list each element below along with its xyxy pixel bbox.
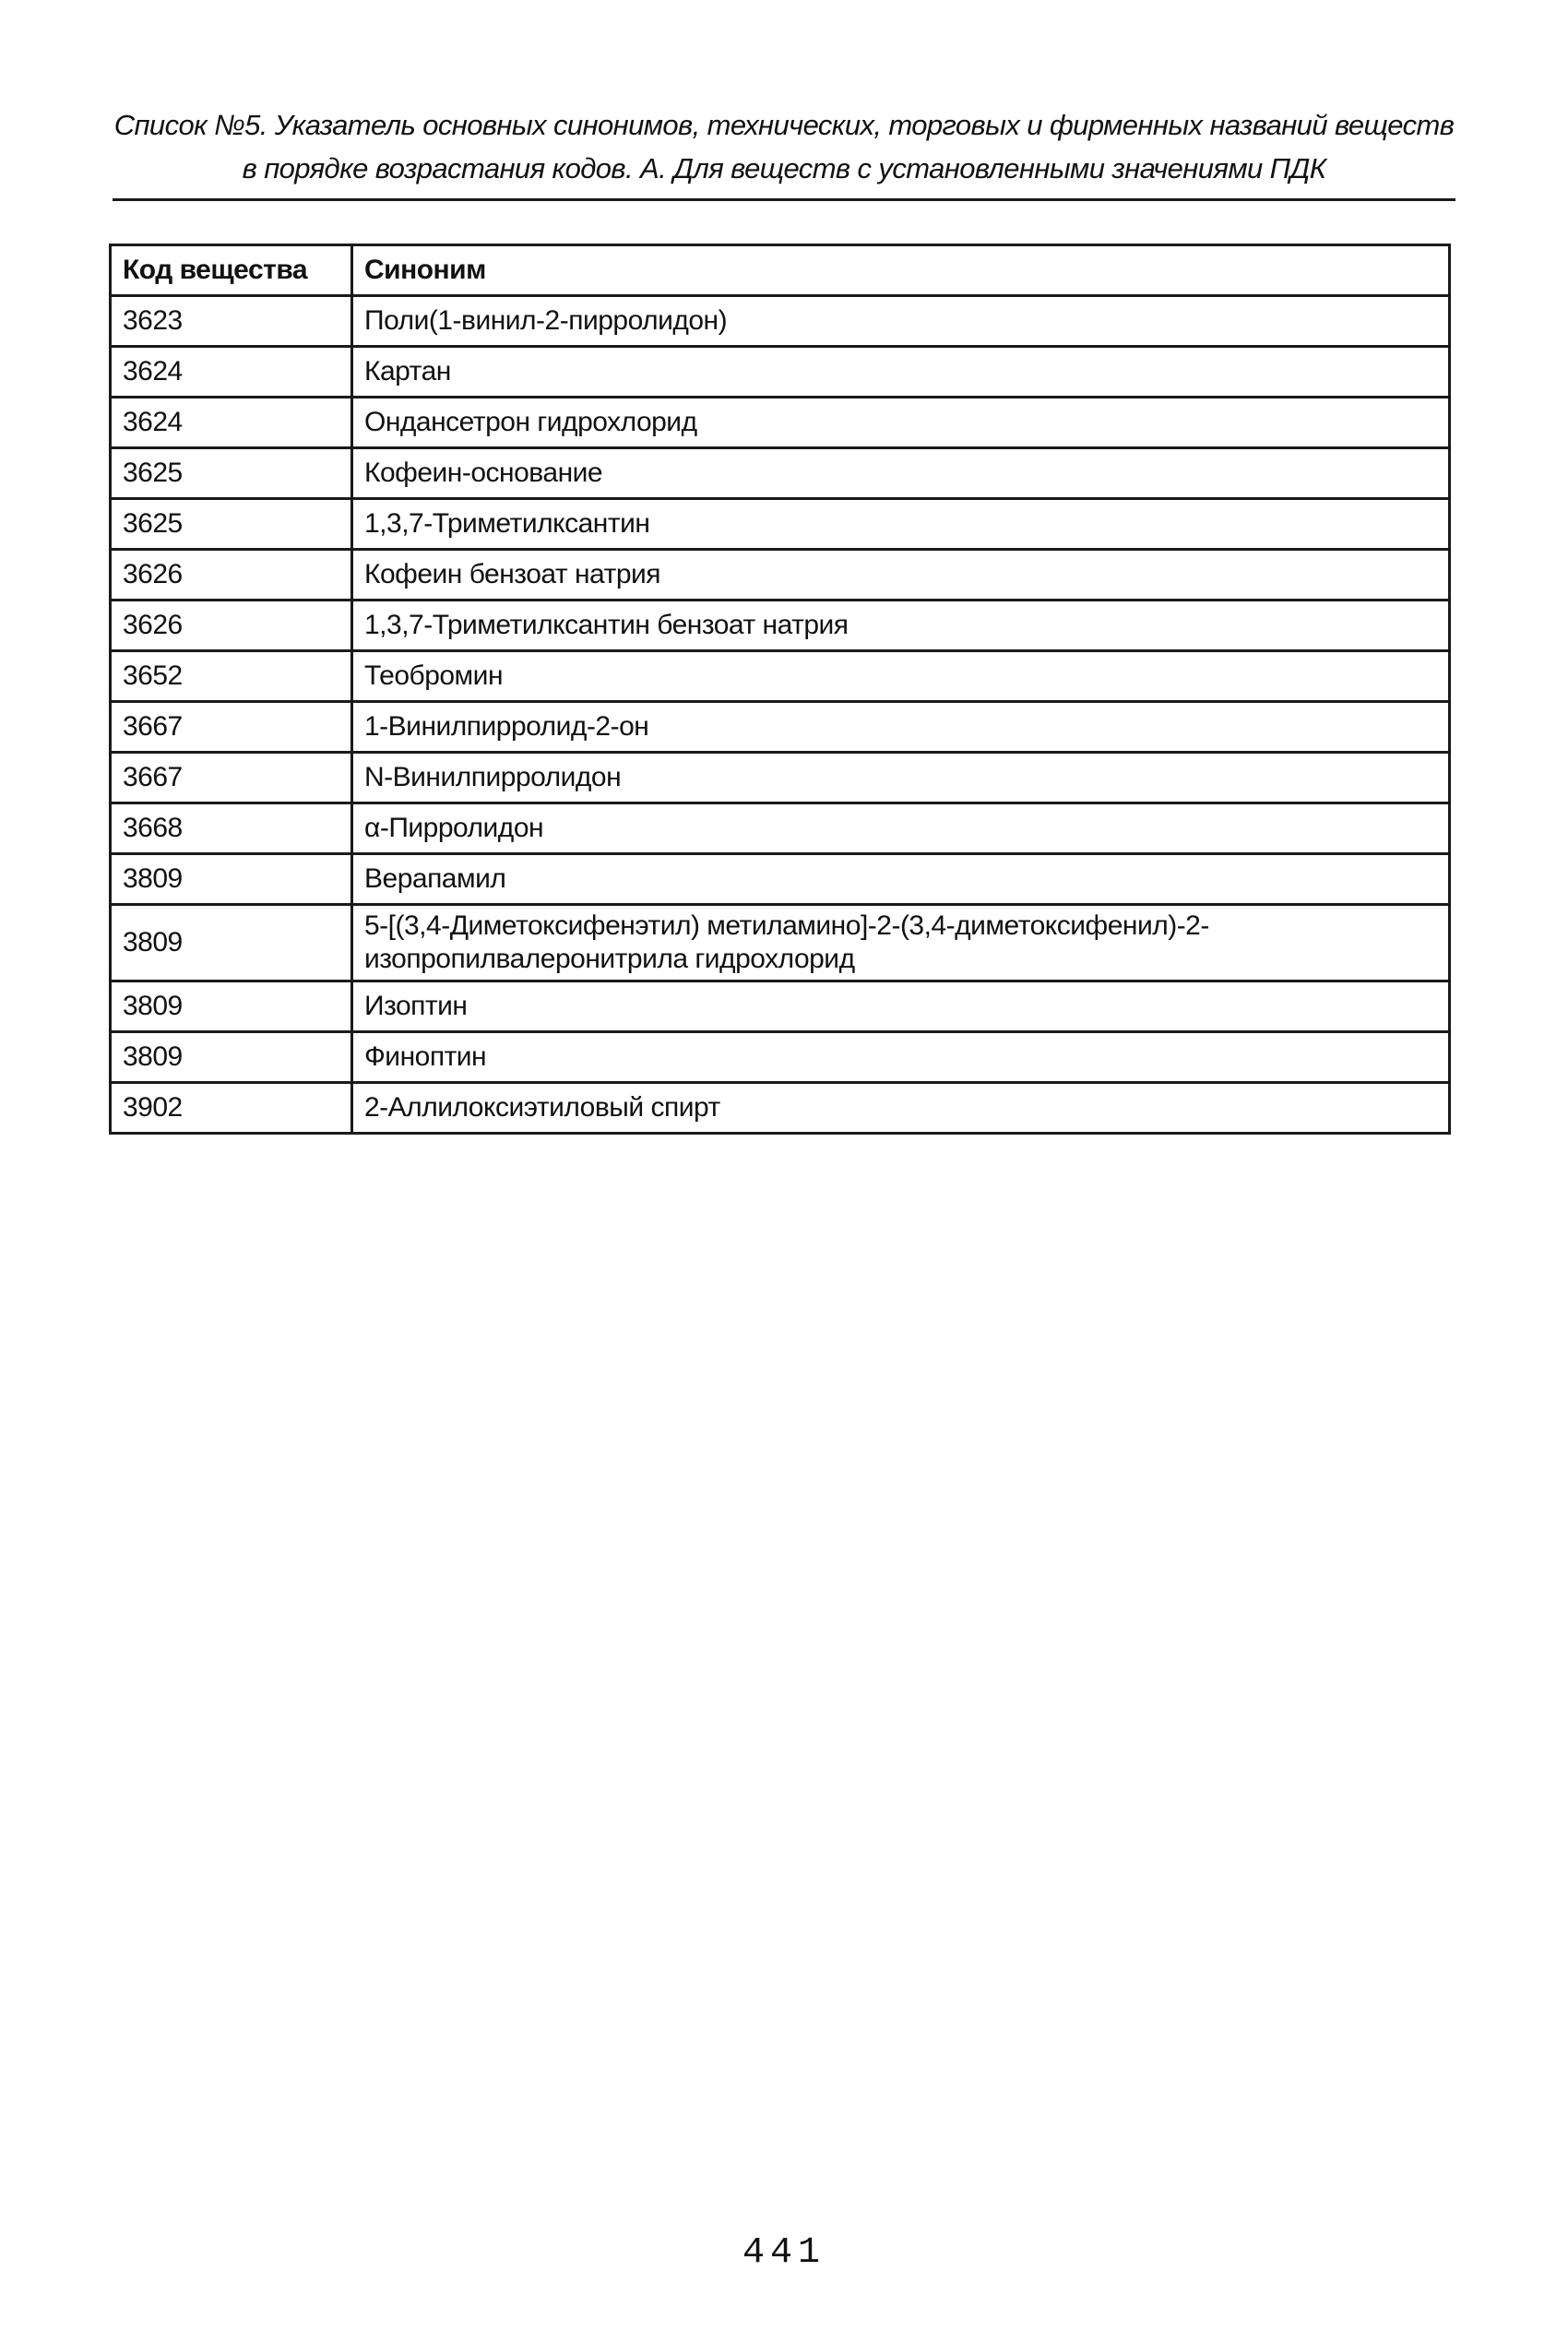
header-line-2: в порядке возрастания кодов. А. Для веществ с установленными значениями ПДК [242,152,1326,184]
cell-synonym: 1,3,7-Триметилксантин [352,499,1450,550]
cell-code: 3626 [111,601,352,651]
page-header [113,103,1455,190]
cell-code: 3902 [111,1083,352,1134]
table-row [111,601,1450,651]
cell-synonym-line-1: 5-[(3,4-Диметоксифенэтил) метиламино]-2-(3,4-диметоксифенил)-2- [364,910,1209,941]
cell-synonym: 1-Винилпирролид-2-он [352,702,1450,753]
cell-synonym: 2-Аллилоксиэтиловый спирт [352,1083,1450,1134]
table-row [111,1083,1450,1134]
table-row [111,1032,1450,1083]
table-row [111,499,1450,550]
cell-code: 3809 [111,854,352,905]
cell-code: 3625 [111,448,352,499]
cell-code: 3809 [111,1032,352,1083]
header-line-1: Список №5. Указатель основных синонимов, технических, торговых и фирменных названий веществ [113,109,1455,141]
cell-synonym: Верапамил [352,854,1450,905]
cell-synonym: Картан [352,347,1450,398]
cell-synonym: Кофеин бензоат натрия [352,550,1450,601]
cell-synonym: α-Пирролидон [352,803,1450,854]
cell-synonym: Ондансетрон гидрохлорид [352,398,1450,448]
cell-synonym [352,905,1450,981]
table-row [111,550,1450,601]
table-row [111,753,1450,803]
table-row [111,448,1450,499]
table-header-row [111,245,1450,296]
synonyms-table [109,244,1451,1135]
cell-code: 3625 [111,499,352,550]
cell-synonym: N-Винилпирролидон [352,753,1450,803]
table-row [111,347,1450,398]
cell-synonym: Кофеин-основание [352,448,1450,499]
table-row [111,905,1450,981]
cell-code: 3809 [111,981,352,1032]
page-number: 441 [742,2232,826,2274]
cell-code: 3652 [111,651,352,702]
cell-synonym-line-2: изопропилвалеронитрила гидрохлорид [364,944,855,974]
cell-code: 3667 [111,753,352,803]
column-header-code: Код вещества [111,245,352,296]
cell-code: 3667 [111,702,352,753]
cell-code: 3668 [111,803,352,854]
cell-synonym: Финоптин [352,1032,1450,1083]
table-row [111,702,1450,753]
cell-code: 3626 [111,550,352,601]
table-row [111,803,1450,854]
cell-synonym: Изоптин [352,981,1450,1032]
cell-synonym: Теобромин [352,651,1450,702]
column-header-synonym: Синоним [352,245,1450,296]
header-divider [113,198,1455,201]
table-row [111,296,1450,347]
table-row [111,651,1450,702]
table-row [111,398,1450,448]
table-row [111,854,1450,905]
cell-synonym: 1,3,7-Триметилксантин бензоат натрия [352,601,1450,651]
cell-code: 3623 [111,296,352,347]
cell-code: 3624 [111,347,352,398]
cell-code: 3624 [111,398,352,448]
table-row [111,981,1450,1032]
cell-code: 3809 [111,905,352,981]
cell-synonym: Поли(1-винил-2-пирролидон) [352,296,1450,347]
